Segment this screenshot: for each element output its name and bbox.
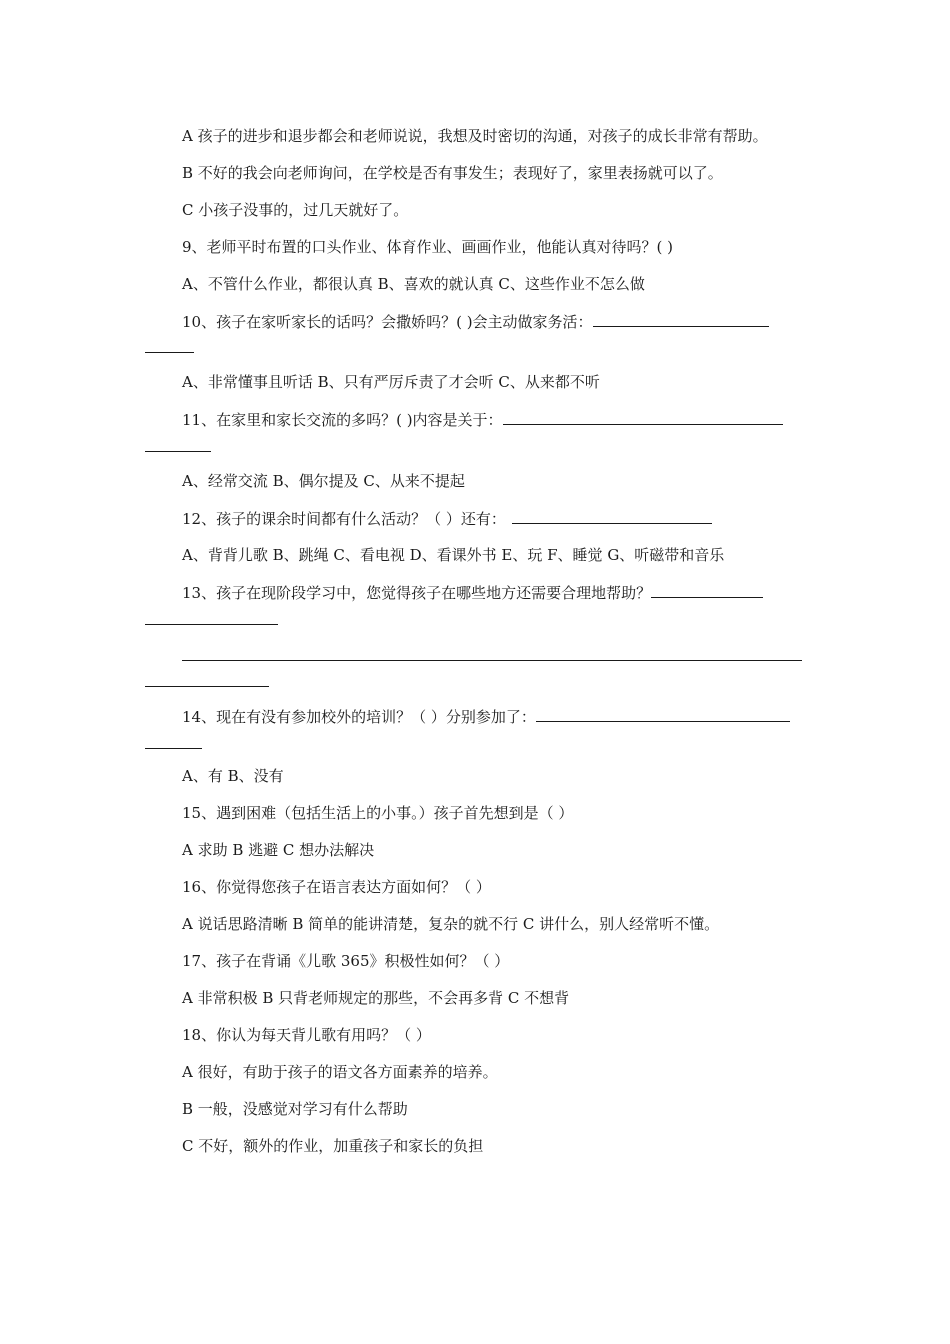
q18-option-a: A 很好，有助于孩子的语文各方面素养的培养。 xyxy=(182,1063,498,1081)
question-11 xyxy=(182,409,783,429)
q13-answer-blank[interactable] xyxy=(651,582,763,598)
q8-option-b: B 不好的我会向老师询问，在学校是否有事发生；表现好了，家里表扬就可以了。 xyxy=(182,164,723,182)
q10-options: A、非常懂事且听话 B、只有严厉斥责了才会听 C、从来都不听 xyxy=(182,373,600,391)
q17-options: A 非常积极 B 只背老师规定的那些，不会再多背 C 不想背 xyxy=(182,989,570,1007)
q11-answer-blank-cont[interactable] xyxy=(145,451,211,452)
question-10-text: 10、孩子在家听家长的话吗？会撒娇吗？( )会主动做家务活： xyxy=(182,313,593,331)
q15-options: A 求助 B 逃避 C 想办法解决 xyxy=(182,841,375,859)
q14-answer-blank-cont[interactable] xyxy=(145,748,202,749)
question-18: 18、你认为每天背儿歌有用吗？（ ） xyxy=(182,1026,431,1044)
question-12-text: 12、孩子的课余时间都有什么活动？（ ）还有： xyxy=(182,510,506,528)
q8-option-c: C 小孩子没事的，过几天就好了。 xyxy=(182,201,409,219)
q10-answer-blank-cont[interactable] xyxy=(145,352,194,353)
question-11-text: 11、在家里和家长交流的多吗？( )内容是关于： xyxy=(182,411,503,429)
q9-options: A、不管什么作业，都很认真 B、喜欢的就认真 C、这些作业不怎么做 xyxy=(182,275,645,293)
q18-option-c: C 不好，额外的作业，加重孩子和家长的负担 xyxy=(182,1137,484,1155)
q8-option-a: A 孩子的进步和退步都会和老师说说，我想及时密切的沟通，对孩子的成长非常有帮助。 xyxy=(182,127,768,145)
q14-options: A、有 B、没有 xyxy=(182,767,284,785)
q12-options: A、背背儿歌 B、跳绳 C、看电视 D、看课外书 E、玩 F、睡觉 G、听磁带和音乐 xyxy=(182,546,725,564)
q18-option-b: B 一般，没感觉对学习有什么帮助 xyxy=(182,1100,408,1118)
q13-answer-line-2-cont[interactable] xyxy=(145,686,269,687)
question-10 xyxy=(182,311,769,331)
q16-options: A 说话思路清晰 B 简单的能讲清楚，复杂的就不行 C 讲什么，别人经常听不懂。 xyxy=(182,915,720,933)
question-17: 17、孩子在背诵《儿歌 365》积极性如何？（ ） xyxy=(182,952,510,970)
question-13 xyxy=(182,582,763,602)
q14-answer-blank[interactable] xyxy=(536,706,790,722)
q11-answer-blank[interactable] xyxy=(503,409,783,425)
q12-answer-blank[interactable] xyxy=(512,508,712,524)
question-16: 16、你觉得您孩子在语言表达方面如何？（ ） xyxy=(182,878,491,896)
question-14-text: 14、现在有没有参加校外的培训？（ ）分别参加了： xyxy=(182,708,536,726)
question-14 xyxy=(182,706,790,726)
question-15: 15、遇到困难（包括生活上的小事。）孩子首先想到是（ ） xyxy=(182,804,574,822)
q10-answer-blank[interactable] xyxy=(593,311,769,327)
question-9: 9、老师平时布置的口头作业、体育作业、画画作业，他能认真对待吗？( ) xyxy=(182,238,674,256)
question-13-text: 13、孩子在现阶段学习中，您觉得孩子在哪些地方还需要合理地帮助？ xyxy=(182,584,652,602)
q11-options: A、经常交流 B、偶尔提及 C、从来不提起 xyxy=(182,472,465,490)
q13-answer-line-2[interactable] xyxy=(182,660,802,661)
q13-answer-blank-cont[interactable] xyxy=(145,624,278,625)
question-12 xyxy=(182,508,712,528)
